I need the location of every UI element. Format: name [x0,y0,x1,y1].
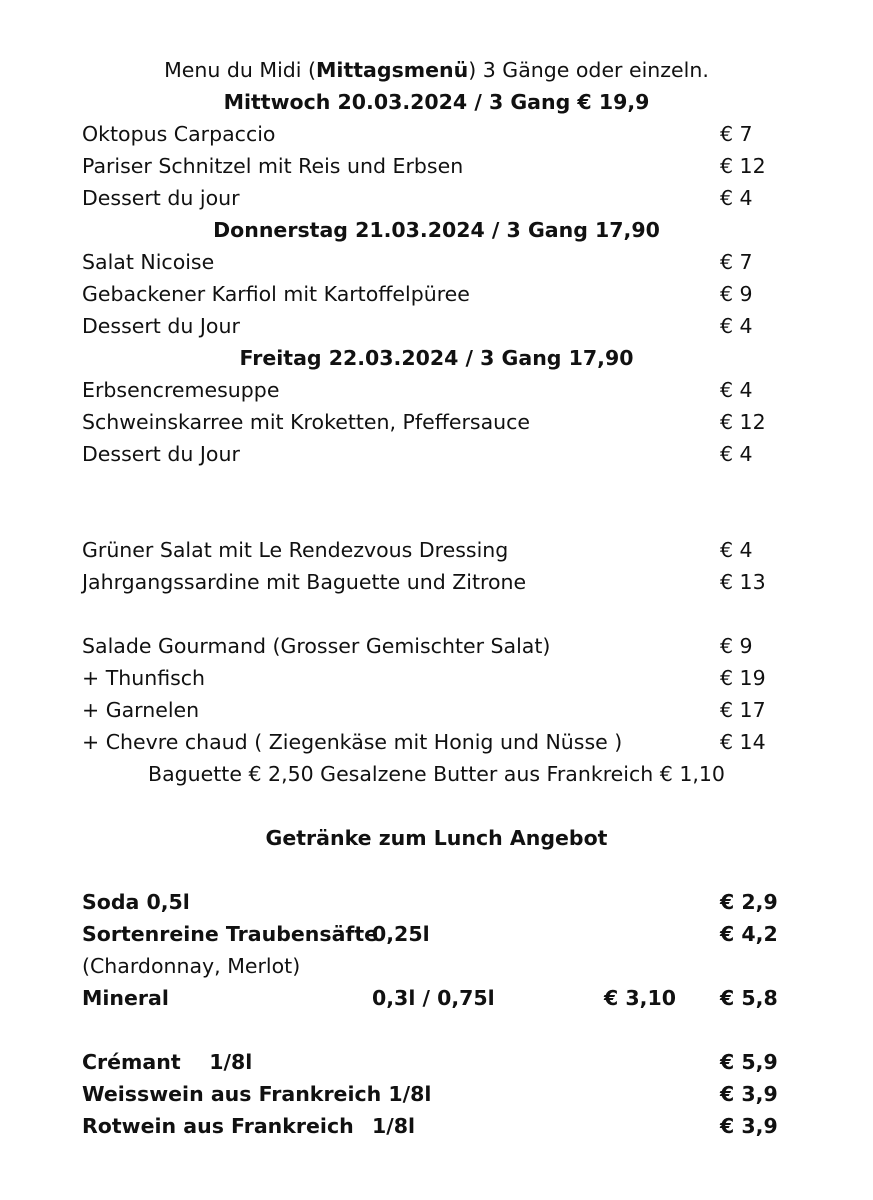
item-name: + Thunfisch [82,666,206,690]
item-name: Gebackener Karfiol mit Kartoffelpüree [82,282,470,306]
bread-note: Baguette € 2,50 Gesalzene Butter aus Frankreich € 1,10 [148,762,725,786]
item-price: € 4 [720,186,753,210]
salad-item [0,630,873,662]
item-price: € 4 [720,538,753,562]
menu-item [0,438,873,470]
item-price: € 13 [720,570,766,594]
item-name: Oktopus Carpaccio [82,122,276,146]
item-price: € 4 [720,314,753,338]
item-name: Schweinskarree mit Kroketten, Pfeffersauce [82,410,531,434]
drink-price: € 4,2 [720,922,778,946]
item-name: Dessert du Jour [82,314,240,338]
drink-cremant [0,1046,873,1078]
item-price: € 4 [720,378,753,402]
menu-item [0,310,873,342]
item-name: Dessert du jour [82,186,240,210]
menu-item [0,278,873,310]
drink-size: 1/8l [372,1114,416,1138]
menu-item [0,118,873,150]
item-price: € 9 [720,634,753,658]
item-name: Dessert du Jour [82,442,240,466]
item-price: € 14 [720,730,766,754]
item-price: € 9 [720,282,753,306]
item-name: + Chevre chaud ( Ziegenkäse mit Honig und Nüsse ) [82,730,623,754]
drink-size: 0,3l / 0,75l [372,986,495,1010]
drink-price: € 3,9 [720,1082,778,1106]
salad-addon [0,726,873,758]
item-name: Salade Gourmand (Grosser Gemischter Salat) [82,634,551,658]
day-heading-wednesday: Mittwoch 20.03.2024 / 3 Gang € 19,9 [223,90,650,114]
drink-price-small: € 3,10 [604,986,676,1010]
menu-item [0,150,873,182]
item-price: € 12 [720,154,766,178]
menu-item [0,182,873,214]
item-name: Grüner Salat mit Le Rendezvous Dressing [82,538,509,562]
drink-note: (Chardonnay, Merlot) [82,954,301,978]
menu-item [0,246,873,278]
drink-name: Crémant 1/8l [82,1050,253,1074]
extra-item [0,566,873,598]
extra-item [0,534,873,566]
day-heading-friday: Freitag 22.03.2024 / 3 Gang 17,90 [239,346,634,370]
item-price: € 17 [720,698,766,722]
drink-red-wine [0,1110,873,1142]
item-price: € 12 [720,410,766,434]
drink-juice-note [0,950,873,982]
item-name: Pariser Schnitzel mit Reis und Erbsen [82,154,464,178]
salad-addon [0,694,873,726]
item-price: € 4 [720,442,753,466]
drinks-heading: Getränke zum Lunch Angebot [265,826,608,850]
item-name: Erbsencremesuppe [82,378,280,402]
menu-item [0,374,873,406]
menu-item [0,406,873,438]
drink-soda [0,886,873,918]
drink-name: Rotwein aus Frankreich [82,1114,354,1138]
item-name: Jahrgangssardine mit Baguette und Zitrone [82,570,527,594]
menu-intro-bold: Mittagsmenü [316,58,469,82]
drink-price: € 5,9 [720,1050,778,1074]
drink-mineral [0,982,873,1014]
drink-price: € 2,9 [720,890,778,914]
menu-intro-suffix: ) 3 Gänge oder einzeln. [468,58,709,82]
item-name: Salat Nicoise [82,250,215,274]
drink-price: € 5,8 [720,986,778,1010]
item-price: € 19 [720,666,766,690]
drink-price: € 3,9 [720,1114,778,1138]
menu-intro-prefix: Menu du Midi ( [164,58,317,82]
drink-juice [0,918,873,950]
drink-size: 0,25l [372,922,430,946]
drink-white-wine [0,1078,873,1110]
menu-intro [0,54,873,86]
day-heading-thursday: Donnerstag 21.03.2024 / 3 Gang 17,90 [213,218,660,242]
drink-name: Sortenreine Traubensäfte [82,922,379,946]
drink-name: Weisswein aus Frankreich 1/8l [82,1082,432,1106]
item-price: € 7 [720,122,753,146]
drink-name: Mineral [82,986,169,1010]
drink-name: Soda 0,5l [82,890,190,914]
salad-addon [0,662,873,694]
item-name: + Garnelen [82,698,200,722]
item-price: € 7 [720,250,753,274]
